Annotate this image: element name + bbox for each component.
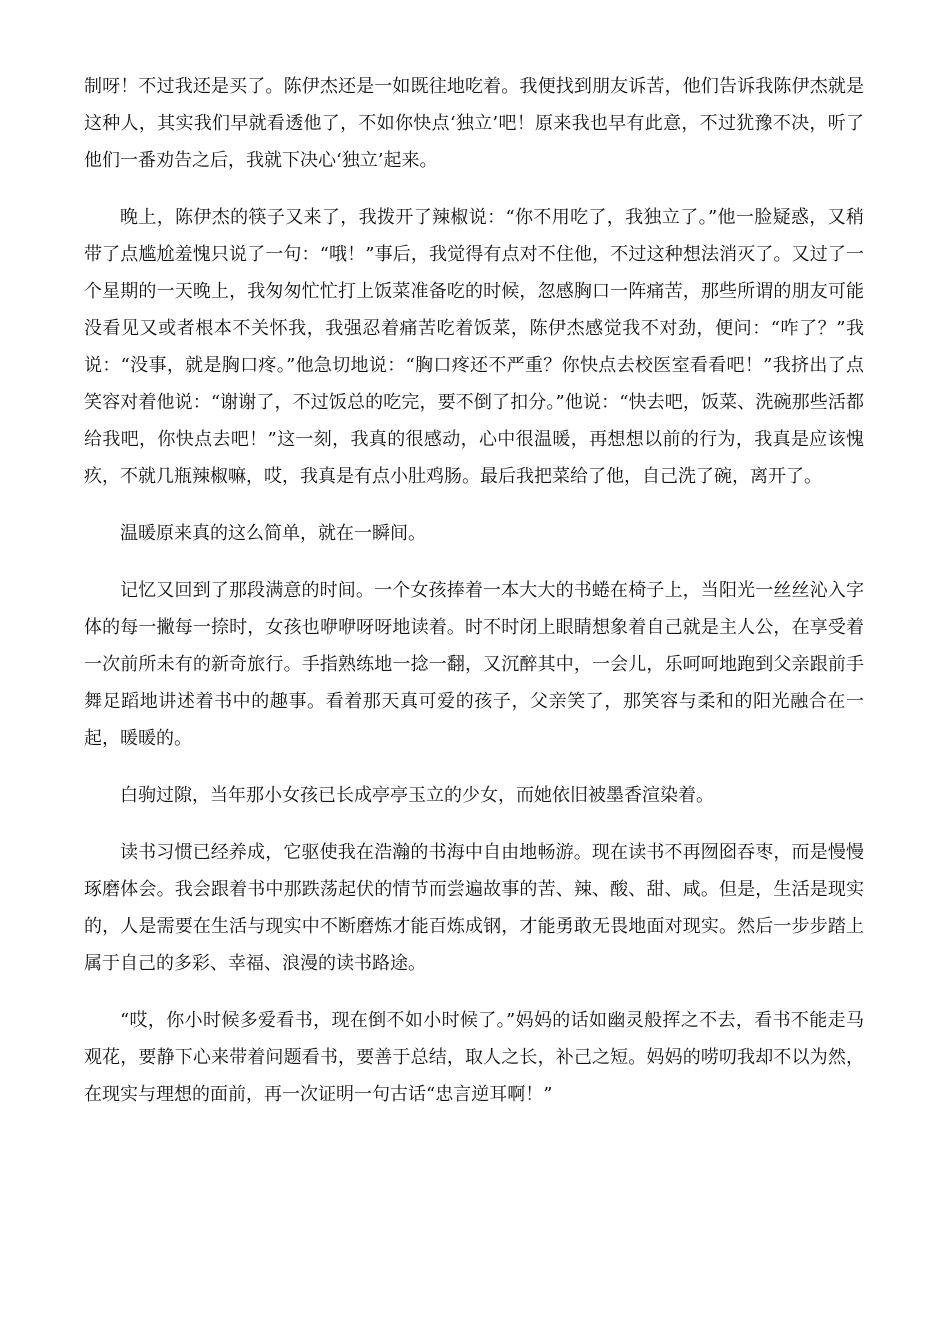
paragraph-6: 读书习惯已经养成，它驱使我在浩瀚的书海中自由地畅游。现在读书不再囫囵吞枣，而是慢慢琢磨体会。我会跟着书中那跌荡起伏的情节而尝遍故事的苦、辣、酸、甜、咸。但是，生活是现实的，人是需要在生活与现实中不断磨炼才能百炼成钢，才能勇敢无畏地面对现实。然后一步步踏上属于自己的多彩、幸福、浪漫的读书路途。 <box>84 842 864 974</box>
paragraph-4: 记忆又回到了那段满意的时间。一个女孩捧着一本大大的书蜷在椅子上，当阳光一丝丝沁入字体的每一撇每一捺时，女孩也咿咿呀呀地读着。时不时闭上眼睛想象着自己就是主人公，在享受着一次前所未有的新奇旅行。手指熟练地一捻一翻，又沉醉其中，一会儿，乐呵呵地跑到父亲跟前手舞足蹈地讲述着书中的趣事。看着那天真可爱的孩子，父亲笑了，那笑容与柔和的阳光融合在一起，暖暖的。 <box>84 580 864 749</box>
paragraph-3: 温暖原来真的这么简单，就在一瞬间。 <box>120 523 426 544</box>
paragraph-2: 晚上，陈伊杰的筷子又来了，我拨开了辣椒说：“你不用吃了，我独立了。”他一脸疑惑，又稍带了点尴尬羞愧只说了一句：“哦！”事后，我觉得有点对不住他，不过这种想法消灭了。又过了一个星期的一天晚上，我匆匆忙忙打上饭菜准备吃的时候，忽感胸口一阵痛苦，那些所谓的朋友可能没看见又或者根本不关怀我，我强忍着痛苦吃着饭菜，陈伊杰感觉我不对劲，便问：“咋了？”我说：“没事，就是胸口疼。”他急切地说：“胸口疼还不严重？你快点去校医室看看吧！”我挤出了点笑容对着他说：“谢谢了，不过饭总的吃完，要不倒了扣分。”他说：“快去吧，饭菜、洗碗那些活都给我吧，你快点去吧！”这一刻，我真的很感动，心中很温暖，再想想以前的行为，我真是应该愧疚，不就几瓶辣椒嘛，哎，我真是有点小肚鸡肠。最后我把菜给了他，自己洗了碗，离开了。 <box>84 207 864 487</box>
paragraph-7: “哎，你小时候多爱看书，现在倒不如小时候了。”妈妈的话如幽灵般挥之不去，看书不能走马观花，要静下心来带着问题看书，要善于总结，取人之长，补己之短。妈妈的唠叨我却不以为然，在现实与理想的面前，再一次证明一句古话“忠言逆耳啊！” <box>84 1010 864 1105</box>
paragraph-5: 白驹过隙，当年那小女孩已长成亭亭玉立的少女，而她依旧被墨香渲染着。 <box>120 785 714 806</box>
document-page <box>84 68 864 1133</box>
paragraph-1: 制呀！不过我还是买了。陈伊杰还是一如既往地吃着。我便找到朋友诉苦，他们告诉我陈伊杰就是这种人，其实我们早就看透他了，不如你快点‘独立’吧！原来我也早有此意，不过犹豫不决，听了他们一番劝告之后，我就下决心‘独立’起来。 <box>84 76 864 171</box>
